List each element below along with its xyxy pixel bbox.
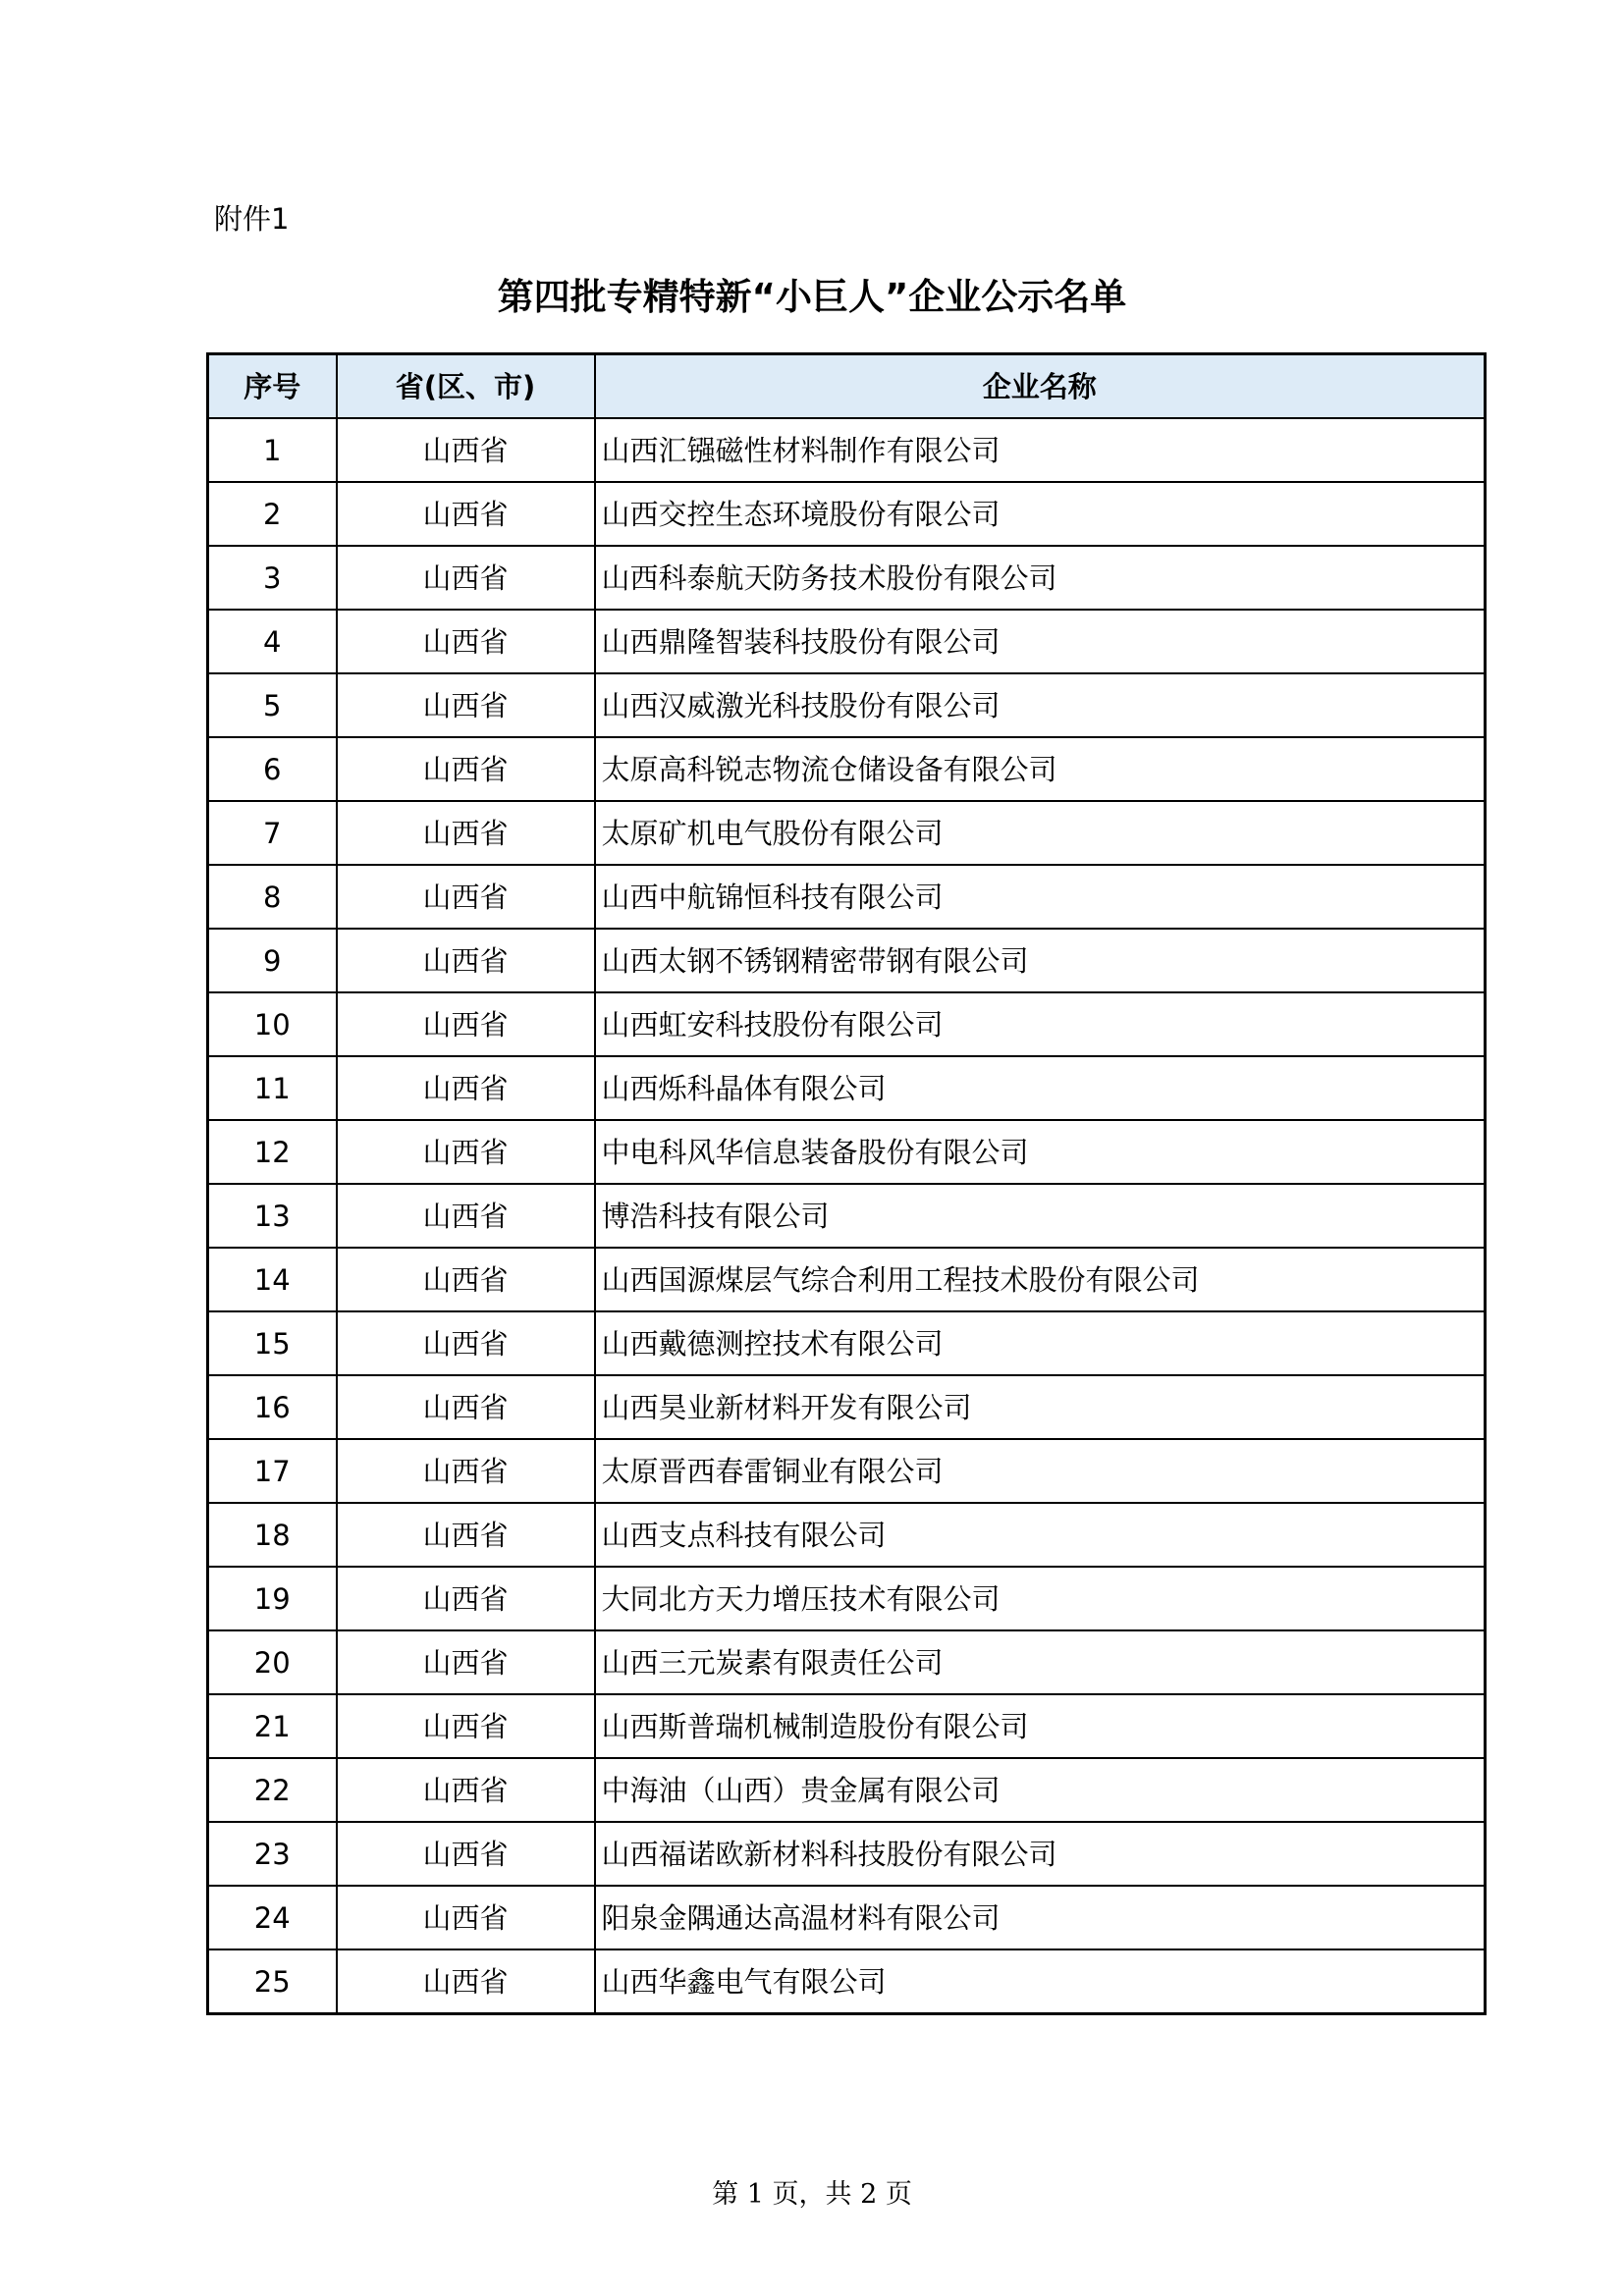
serial-number-cell: 12 <box>208 1120 337 1184</box>
company-name-cell: 山西福诺欧新材料科技股份有限公司 <box>595 1822 1486 1886</box>
table-row <box>208 418 1486 482</box>
company-name-cell: 山西汉威激光科技股份有限公司 <box>595 673 1486 737</box>
serial-number-cell: 15 <box>208 1311 337 1375</box>
serial-number-cell: 24 <box>208 1886 337 1949</box>
table-row <box>208 801 1486 865</box>
company-list-table <box>206 352 1487 2015</box>
serial-number-cell: 22 <box>208 1758 337 1822</box>
table-row <box>208 1503 1486 1567</box>
province-cell: 山西省 <box>337 1056 595 1120</box>
table-row <box>208 1758 1486 1822</box>
serial-number-cell: 6 <box>208 737 337 801</box>
province-cell: 山西省 <box>337 737 595 801</box>
table-header <box>208 354 1486 419</box>
table-row <box>208 1694 1486 1758</box>
serial-number-cell: 18 <box>208 1503 337 1567</box>
province-cell: 山西省 <box>337 1758 595 1822</box>
serial-number-cell: 21 <box>208 1694 337 1758</box>
serial-number-cell: 11 <box>208 1056 337 1120</box>
province-cell: 山西省 <box>337 610 595 673</box>
table-row <box>208 1886 1486 1949</box>
province-cell: 山西省 <box>337 1248 595 1311</box>
serial-number-cell: 5 <box>208 673 337 737</box>
company-name-cell: 山西斯普瑞机械制造股份有限公司 <box>595 1694 1486 1758</box>
company-name-cell: 山西鼎隆智装科技股份有限公司 <box>595 610 1486 673</box>
serial-number-cell: 9 <box>208 929 337 992</box>
serial-number-cell: 10 <box>208 992 337 1056</box>
company-name-cell: 山西科泰航天防务技术股份有限公司 <box>595 546 1486 610</box>
company-name-cell: 太原晋西春雷铜业有限公司 <box>595 1439 1486 1503</box>
province-cell: 山西省 <box>337 1311 595 1375</box>
province-cell: 山西省 <box>337 1694 595 1758</box>
province-cell: 山西省 <box>337 1439 595 1503</box>
company-name-cell: 山西国源煤层气综合利用工程技术股份有限公司 <box>595 1248 1486 1311</box>
serial-number-cell: 13 <box>208 1184 337 1248</box>
table-row <box>208 1248 1486 1311</box>
province-cell: 山西省 <box>337 1949 595 2014</box>
company-name-cell: 山西戴德测控技术有限公司 <box>595 1311 1486 1375</box>
column-header-company-name: 企业名称 <box>595 354 1486 419</box>
province-cell: 山西省 <box>337 546 595 610</box>
company-name-cell: 山西三元炭素有限责任公司 <box>595 1630 1486 1694</box>
serial-number-cell: 25 <box>208 1949 337 2014</box>
serial-number-cell: 16 <box>208 1375 337 1439</box>
table-row <box>208 1439 1486 1503</box>
province-cell: 山西省 <box>337 992 595 1056</box>
table-row <box>208 546 1486 610</box>
province-cell: 山西省 <box>337 1630 595 1694</box>
table-row <box>208 1120 1486 1184</box>
serial-number-cell: 2 <box>208 482 337 546</box>
company-name-cell: 山西昊业新材料开发有限公司 <box>595 1375 1486 1439</box>
province-cell: 山西省 <box>337 673 595 737</box>
table-row <box>208 992 1486 1056</box>
serial-number-cell: 3 <box>208 546 337 610</box>
province-cell: 山西省 <box>337 1567 595 1630</box>
province-cell: 山西省 <box>337 929 595 992</box>
table-header-row <box>208 354 1486 419</box>
company-name-cell: 中海油（山西）贵金属有限公司 <box>595 1758 1486 1822</box>
serial-number-cell: 19 <box>208 1567 337 1630</box>
company-name-cell: 山西太钢不锈钢精密带钢有限公司 <box>595 929 1486 992</box>
province-cell: 山西省 <box>337 418 595 482</box>
column-header-serial-number: 序号 <box>208 354 337 419</box>
attachment-label: 附件1 <box>214 202 290 236</box>
serial-number-cell: 14 <box>208 1248 337 1311</box>
column-header-province: 省(区、市) <box>337 354 595 419</box>
serial-number-cell: 17 <box>208 1439 337 1503</box>
company-name-cell: 太原高科锐志物流仓储设备有限公司 <box>595 737 1486 801</box>
table-row <box>208 673 1486 737</box>
company-name-cell: 山西汇镪磁性材料制作有限公司 <box>595 418 1486 482</box>
table-row <box>208 1184 1486 1248</box>
table-body <box>208 418 1486 2014</box>
company-name-cell: 中电科风华信息装备股份有限公司 <box>595 1120 1486 1184</box>
province-cell: 山西省 <box>337 1375 595 1439</box>
province-cell: 山西省 <box>337 1503 595 1567</box>
table-row <box>208 865 1486 929</box>
table-row <box>208 482 1486 546</box>
table-row <box>208 737 1486 801</box>
company-name-cell: 山西支点科技有限公司 <box>595 1503 1486 1567</box>
company-name-cell: 山西烁科晶体有限公司 <box>595 1056 1486 1120</box>
serial-number-cell: 20 <box>208 1630 337 1694</box>
serial-number-cell: 1 <box>208 418 337 482</box>
page-footer: 第 1 页，共 2 页 <box>712 2179 912 2210</box>
company-name-cell: 博浩科技有限公司 <box>595 1184 1486 1248</box>
table-row <box>208 610 1486 673</box>
company-name-cell: 山西交控生态环境股份有限公司 <box>595 482 1486 546</box>
province-cell: 山西省 <box>337 1120 595 1184</box>
table-row <box>208 1630 1486 1694</box>
company-name-cell: 山西中航锦恒科技有限公司 <box>595 865 1486 929</box>
company-name-cell: 阳泉金隅通达高温材料有限公司 <box>595 1886 1486 1949</box>
province-cell: 山西省 <box>337 801 595 865</box>
serial-number-cell: 4 <box>208 610 337 673</box>
page-title: 第四批专精特新“小巨人”企业公示名单 <box>497 276 1127 318</box>
province-cell: 山西省 <box>337 1822 595 1886</box>
province-cell: 山西省 <box>337 1184 595 1248</box>
serial-number-cell: 23 <box>208 1822 337 1886</box>
table-row <box>208 1056 1486 1120</box>
company-name-cell: 山西虹安科技股份有限公司 <box>595 992 1486 1056</box>
table-row <box>208 1375 1486 1439</box>
table-row <box>208 1822 1486 1886</box>
company-name-cell: 太原矿机电气股份有限公司 <box>595 801 1486 865</box>
serial-number-cell: 7 <box>208 801 337 865</box>
province-cell: 山西省 <box>337 865 595 929</box>
table-row <box>208 929 1486 992</box>
province-cell: 山西省 <box>337 1886 595 1949</box>
table-row <box>208 1949 1486 2014</box>
company-name-cell: 大同北方天力增压技术有限公司 <box>595 1567 1486 1630</box>
serial-number-cell: 8 <box>208 865 337 929</box>
company-name-cell: 山西华鑫电气有限公司 <box>595 1949 1486 2014</box>
province-cell: 山西省 <box>337 482 595 546</box>
table-row <box>208 1567 1486 1630</box>
table-row <box>208 1311 1486 1375</box>
